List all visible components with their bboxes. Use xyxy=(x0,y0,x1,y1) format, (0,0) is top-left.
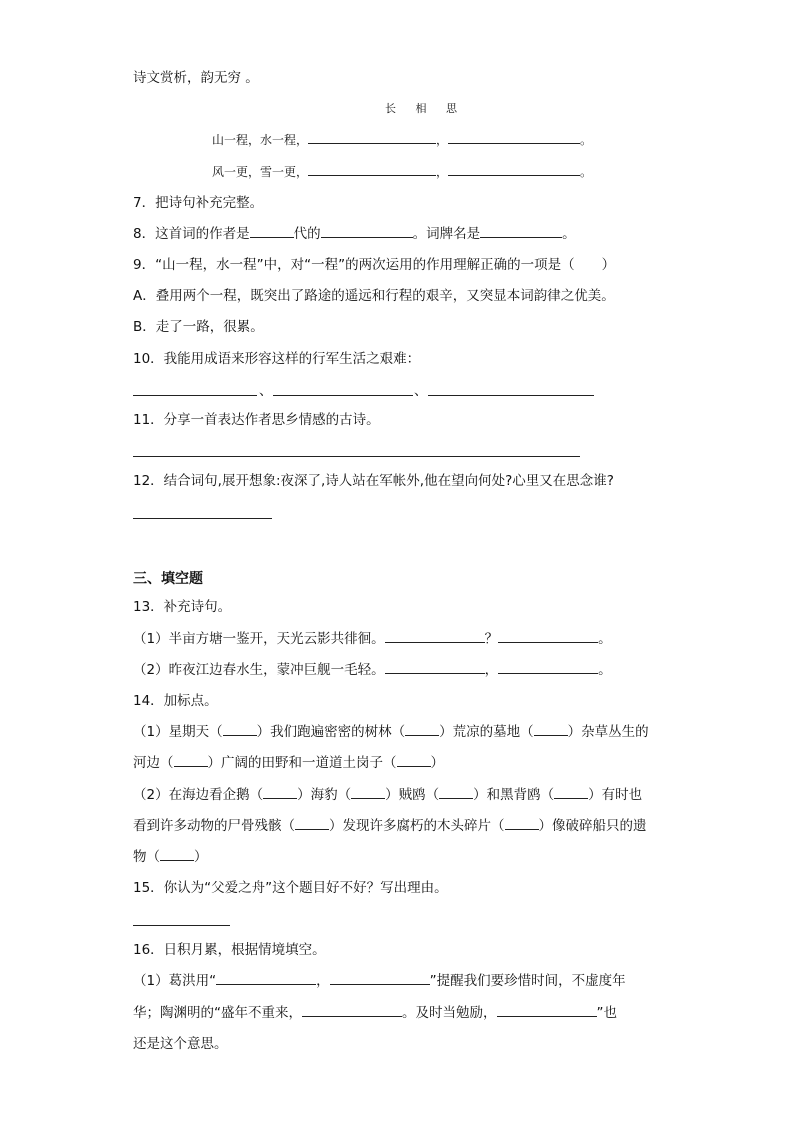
q10-blank-1[interactable] xyxy=(133,395,257,396)
q16-item-1-line-1 xyxy=(133,972,626,990)
q14-text: ）和黑背鸥（ xyxy=(473,787,555,803)
poem-line-1-text: 山一程，水一程， xyxy=(212,133,309,147)
poem-blank-2[interactable] xyxy=(448,131,580,144)
q16-text: 。及时当勉励， xyxy=(402,1005,497,1021)
q14-text: ）杂草丛生的 xyxy=(567,724,649,740)
q14-text: ） xyxy=(194,849,208,865)
q14-text: ）广阔的田野和一道道土岗子（ xyxy=(207,755,397,771)
q13-1-text: （1）半亩方塘一鉴开，天光云影共徘徊。 xyxy=(133,631,385,647)
q8-text-a: 8．这首词的作者是 xyxy=(133,226,250,242)
poem-line-1 xyxy=(212,131,592,149)
question-7: 7．把诗句补充完整。 xyxy=(133,195,264,211)
q8-text-b: 代的 xyxy=(293,226,321,242)
q8-blank-dynasty[interactable] xyxy=(250,225,294,238)
q8-blank-author[interactable] xyxy=(321,225,413,238)
section-fill-in-heading: 三、填空题 xyxy=(133,571,203,587)
q16-text: ， xyxy=(316,973,330,989)
q9-option-a[interactable]: A．叠用两个一程，既突出了路途的遥远和行程的艰辛，又突显本词韵律之优美。 xyxy=(133,288,615,304)
q14-blank[interactable] xyxy=(295,817,329,830)
q14-blank[interactable] xyxy=(223,723,257,736)
poem-blank-1[interactable] xyxy=(308,131,436,144)
q16-text: 华；陶渊明的“盛年不重来， xyxy=(133,1005,302,1021)
q14-blank[interactable] xyxy=(263,786,297,799)
q14-text: ）发现许多腐朽的木头碎片（ xyxy=(329,818,505,834)
poem-period: 。 xyxy=(580,133,593,147)
q14-blank[interactable] xyxy=(174,754,208,767)
q10-separator-1: 、 xyxy=(259,383,273,399)
q9-option-b[interactable]: B．走了一路，很累。 xyxy=(133,319,264,335)
q15-answer-line[interactable] xyxy=(133,925,230,926)
q14-text: 物（ xyxy=(133,849,160,865)
q10-blank-2[interactable] xyxy=(273,395,413,396)
q16-blank[interactable] xyxy=(216,972,316,985)
question-12: 12．结合词句,展开想象:夜深了,诗人站在军帐外,他在望向何处?心里又在思念谁? xyxy=(133,473,614,489)
q14-blank[interactable] xyxy=(405,723,439,736)
q13-1-blank-2[interactable] xyxy=(498,630,598,643)
q13-2-mark: ， xyxy=(484,662,499,678)
q12-answer-line[interactable] xyxy=(133,518,272,519)
question-15: 15．你认为“父爱之舟”这个题目好不好？写出理由。 xyxy=(133,880,448,896)
q16-blank[interactable] xyxy=(330,972,430,985)
question-10: 10．我能用成语来形容这样的行军生活之艰难： xyxy=(133,351,421,367)
q16-text: ”也 xyxy=(596,1005,617,1021)
q14-text: （2）在海边看企鹅（ xyxy=(133,787,264,803)
q14-blank[interactable] xyxy=(351,786,385,799)
q10-separator-2: 、 xyxy=(414,383,428,399)
q16-blank[interactable] xyxy=(497,1004,597,1017)
q14-text: ）海豹（ xyxy=(297,787,352,803)
q14-blank[interactable] xyxy=(505,817,539,830)
q13-2-end: 。 xyxy=(598,662,612,678)
q14-text: 河边（ xyxy=(133,755,174,771)
q14-item-1-line-2 xyxy=(133,754,444,772)
q14-blank[interactable] xyxy=(534,723,568,736)
q16-item-1-line-2 xyxy=(133,1004,617,1022)
question-16: 16．日积月累，根据情境填空。 xyxy=(133,942,326,958)
question-14: 14．加标点。 xyxy=(133,693,218,709)
q13-2-blank-2[interactable] xyxy=(498,661,598,674)
q14-item-2-line-2 xyxy=(133,817,647,835)
question-8 xyxy=(133,225,576,243)
section-intro: 诗文赏析，韵无穷 。 xyxy=(133,70,259,86)
q14-blank[interactable] xyxy=(397,754,431,767)
q14-text: ）我们跑遍密密的树林（ xyxy=(256,724,406,740)
poem-line-2-text: 风一更，雪一更， xyxy=(212,165,309,179)
q11-answer-line[interactable] xyxy=(133,456,580,457)
q14-text: ） xyxy=(430,755,444,771)
q13-item-1 xyxy=(133,630,612,648)
q14-item-2-line-1 xyxy=(133,786,642,804)
q16-text: ”提醒我们要珍惜时间，不虚度年 xyxy=(429,973,626,989)
q13-1-mark: ？ xyxy=(484,631,499,647)
poem-line-2 xyxy=(212,163,592,181)
poem-period: 。 xyxy=(580,165,593,179)
q14-blank[interactable] xyxy=(554,786,588,799)
poem-title: 长 相 思 xyxy=(385,102,465,115)
question-11: 11．分享一首表达作者思乡情感的古诗。 xyxy=(133,412,380,428)
q10-blank-3[interactable] xyxy=(428,395,594,396)
q14-blank[interactable] xyxy=(439,786,473,799)
poem-comma: ， xyxy=(436,133,449,147)
q14-item-2-line-3 xyxy=(133,848,208,866)
q14-text: ）有时也 xyxy=(588,787,643,803)
q16-blank[interactable] xyxy=(302,1004,402,1017)
q13-2-blank-1[interactable] xyxy=(385,661,485,674)
q14-text: ）像破碎船只的遗 xyxy=(538,818,647,834)
q13-item-2 xyxy=(133,661,612,679)
q16-item-1-line-3: 还是这个意思。 xyxy=(133,1036,228,1052)
q14-text: （1）星期天（ xyxy=(133,724,223,740)
q13-1-blank-1[interactable] xyxy=(385,630,485,643)
q13-1-end: 。 xyxy=(598,631,612,647)
q8-text-c: 。词牌名是 xyxy=(412,226,481,242)
q8-blank-cipai[interactable] xyxy=(480,225,562,238)
poem-blank-3[interactable] xyxy=(308,163,436,176)
question-13: 13．补充诗句。 xyxy=(133,599,232,615)
q14-item-1-line-1 xyxy=(133,723,649,741)
poem-blank-4[interactable] xyxy=(448,163,580,176)
q14-blank[interactable] xyxy=(160,848,194,861)
q14-text: ）荒凉的墓地（ xyxy=(439,724,534,740)
q14-text: 看到许多动物的尸骨残骸（ xyxy=(133,818,295,834)
q8-text-d: 。 xyxy=(562,226,576,242)
q16-text: （1）葛洪用“ xyxy=(133,973,217,989)
q14-text: ）贼鸥（ xyxy=(385,787,440,803)
poem-comma: ， xyxy=(436,165,449,179)
question-9: 9．“山一程，水一程”中，对“一程”的两次运用的作用理解正确的一项是（ ） xyxy=(133,257,616,273)
q13-2-text: （2）昨夜江边春水生，蒙冲巨舰一毛轻。 xyxy=(133,662,385,678)
